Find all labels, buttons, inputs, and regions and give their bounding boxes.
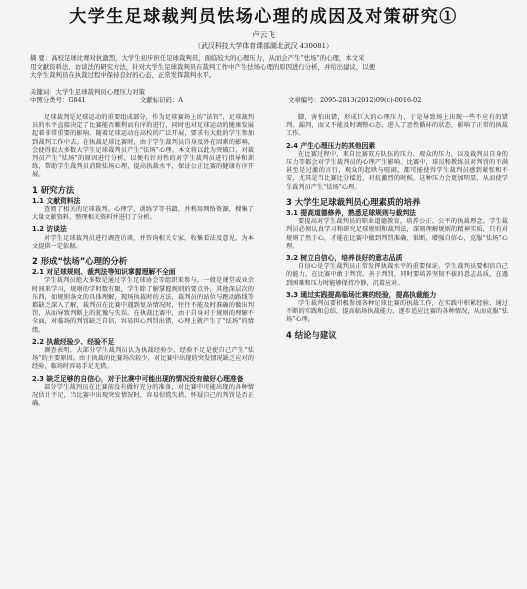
body-paragraph: 脚，害怕出错，形成巨大的心理压力，于是导致场上出现一些不应有的错判、漏判，而又不能及时调整心态，进入了恶性循环的状态，影响了正常的执裁工作。 <box>286 114 508 138</box>
subsection-heading: 2.3 缺乏足够的自信心，对于比赛中可能出现的情况没有做好心理准备 <box>32 374 244 383</box>
body-paragraph: 学生裁判员要积极参加各种足球比赛的执裁工作，在实践中积累经验，通过不断的实践和总结，提高临场执裁能力，逐步适应比赛的各种情况，从而克服“怯场”心理。 <box>286 300 508 324</box>
abstract-line: 大学生裁判员在执裁过程中保持良好的心态，正常发挥裁判水平。 <box>30 71 216 80</box>
article-number: 文章编号：2095-2813(2012)09(c)-0016-02 <box>288 96 422 104</box>
body-paragraph: 对学生足球裁判员进行调查访谈，并咨询相关专家，收集看法及意见，为本文提供一定依据。 <box>32 234 254 250</box>
body-paragraph: 学生裁判员绝大多数是通过学生足球协会等组织来参与，一般是课堂或业余时间来学习，规则的学时数有限，学生除了解掌握规则的要点外，其他深层次的东西，如规则条文的具体理解，现场执裁时的方法，裁判员的站位与跑动路线等都缺乏深入了解，裁判员在比赛中遇到复杂情况时，往往不能及时准确的做出判罚，从而导致判断上的犹豫与失误。在执裁比赛中，由于自身对于规则的理解不全面，对临场的判罚缺乏自信，容易担心判罚出错，心理上就产生了“怯场”的情绪。 <box>32 277 254 334</box>
body-paragraph: 在比赛过程中，来自比赛双方队伍的压力、观众的压力，以及裁判员自身的压力等都会对学生裁判员的心理产生影响。比赛中，球员和教练员对判罚的不满甚至是过激的言行，观众的起哄与喧闹，都可能使得学生裁判员感到紧张和不安，尤其是当比赛比分接近、对抗激烈的时候，这种压力会更加明显，从而使学生裁判员产生“怯场”心理。 <box>286 150 508 191</box>
body-paragraph: 调查表明，大部分学生裁判员认为执裁经验少，经验不足是使自己产生“怯场”的主要原因。由于执裁的比赛场次较少，对比赛中出现的突发情况缺乏应对的经验，临场时容易手足无措。 <box>32 347 254 371</box>
keywords: 关键词：大学生足球裁判员心理压力对策 <box>30 88 146 96</box>
subsection-heading: 3.2 树立自信心，培养良好的意志品质 <box>286 254 403 263</box>
body-paragraph: 自信心是学生裁判员正常发挥执裁水平的重要保证。学生裁判员要相信自己的能力，在比赛中敢于判罚、善于判罚，同时要培养坚韧不拔的意志品质，在遇到困难和压力时能够保持冷静，沉着应对。 <box>286 263 508 287</box>
subsection-heading: 1.1 文献资料法 <box>32 196 81 205</box>
author-name: 卢云飞 <box>252 30 275 39</box>
subsection-heading: 2.2 执裁经验少、经验不足 <box>32 337 115 346</box>
abstract-line: 用文献资料法、访谈法的研究方法，针对大学生足球裁判员在裁判工作中产生怯场心理的原因进行分析，并给出建议，以便 <box>30 62 376 71</box>
right-column <box>286 114 508 342</box>
subsection-heading: 1.2 访谈法 <box>32 225 67 234</box>
body-paragraph: 查阅了相关的足球裁判、心理学、训练学等书籍，并利用网络资源，搜集了大量文献资料，整理相关资料并进行了分析。 <box>32 206 254 222</box>
section-heading: 1 研究方法 <box>32 184 75 195</box>
author-affiliation: （武汉科技大学体育课部湖北武汉 430081） <box>194 42 333 50</box>
section-heading: 2 形成“怯场”心理的分析 <box>32 256 128 267</box>
subsection-heading: 2.1 对足球规则、裁判法等知识掌握理解不全面 <box>32 268 176 277</box>
section-heading: 3 大学生足球裁判员心理素质的培养 <box>286 196 421 207</box>
body-paragraph: 要提高对学生裁判员的职业道德教育，培养公正、公平的执裁理念，学生裁判员必须认真学习和研究足球规则和裁判法，深刻理解规则的精神实质，只有对规则了然于心，才能在比赛中做到判罚准确、果断，增强自信心，克服“怯场”心理。 <box>286 218 508 250</box>
left-column <box>32 114 254 410</box>
subsection-heading: 2.4 产生心理压力的其他因素 <box>286 141 376 150</box>
subsection-heading: 3.3 通过实践提高临场比赛的经验，提高执裁能力 <box>286 290 437 299</box>
subsection-heading: 3.1 提高道德修养，熟悉足球规则与裁判法 <box>286 209 416 218</box>
body-paragraph: 部分学生裁判员在比赛前没有做好充分的准备，对比赛中可能出现的各种情况估计不足，当比赛中出现突发情况时，容易惊慌失措，怀疑自己的判罚是否正确。 <box>32 383 254 408</box>
document-code: 文献标识码：A <box>140 96 183 104</box>
section-heading: 4 结论与建议 <box>286 329 337 340</box>
abstract <box>30 54 498 80</box>
body-paragraph: 足球裁判是足球运动的重要组成部分，作为足球赛场上的“法官”，足球裁判员的水平直接决定了比赛能否顺利而有序的进行，同时也对足球运动的健康发展起着非常重要的影响。随着足球运动在高校的广泛开展，要求有大批的学生参加到裁判工作中去。在执裁足球比赛时，由于学生裁判员自身及外在因素的影响，会使得很大多数大学生足球裁判员产生“怯场”心理。本文将以此为突破口，对裁判员产生“怯场”的原因进行分析，以便有针对性的对学生裁判员进行指导和训练，帮助学生裁判员消除怯场心理，提高执裁水平，保证公正比赛的健康有序开展。 <box>32 114 254 179</box>
paper-title: 大学生足球裁判员怯场心理的成因及对策研究① <box>69 7 458 27</box>
clc-number: 中图分类号：G841 <box>30 96 86 104</box>
abstract-line: 摘 要：高校足球比赛对抗激烈，大学生初步担任足球裁判员，面临较大的心理压力，从而会产生“怯场”的心理，本文采 <box>30 54 365 62</box>
